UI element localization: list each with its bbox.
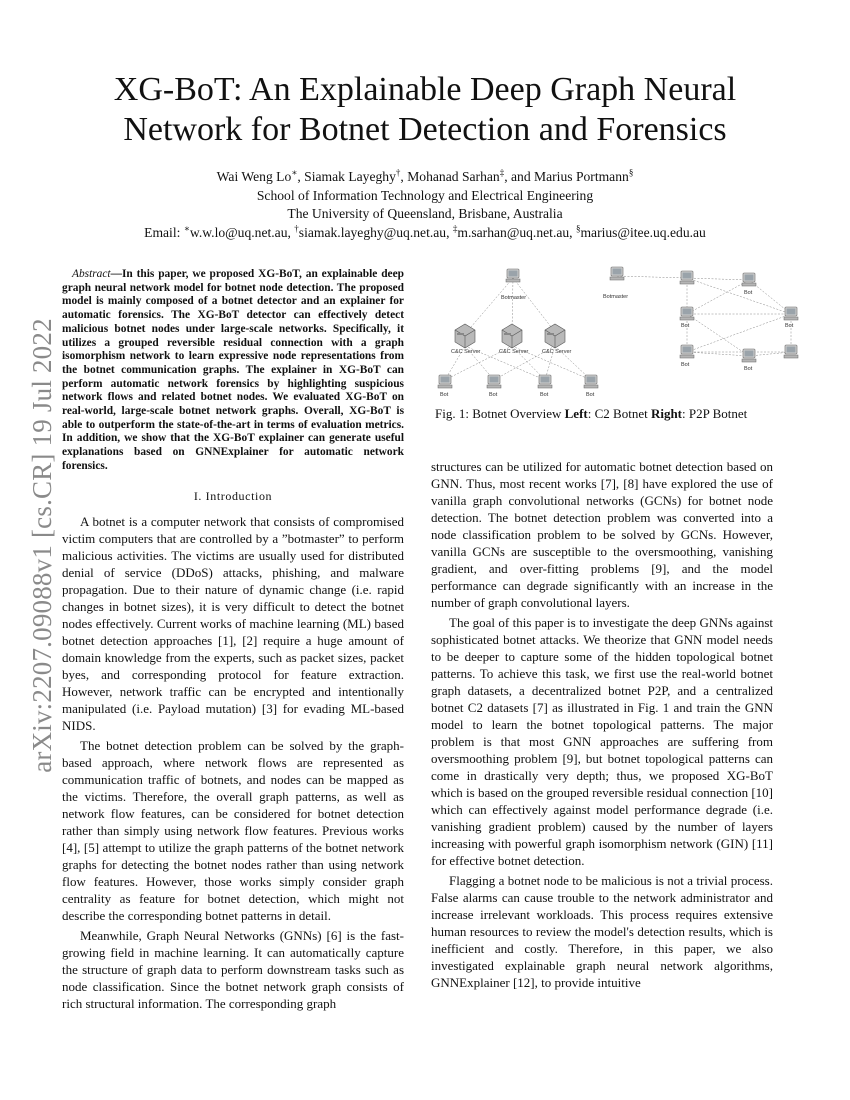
- author-2: Siamak Layeghy: [304, 169, 396, 184]
- p2p-botmaster-label: Botmaster: [603, 294, 629, 300]
- email-2[interactable]: siamak.layeghy@uq.net.au: [298, 224, 447, 240]
- c2-bot-label-3: Bot: [540, 392, 549, 398]
- arxiv-stamp-text: arXiv:2207.09088v1 [cs.CR] 19 Jul 2022: [26, 317, 57, 773]
- c2-bot-node: [487, 375, 501, 388]
- author-sep-1: ,: [297, 169, 305, 184]
- abstract-text: In this paper, we proposed XG-BoT, an explainable deep graph neural network model for botnet node detection. The proposed model is mainly composed of a botnet detector and an explainer for automatic forensics. The XG-BoT detector can effectively detect malicious botnet nodes under large-scale networks. Specifically, it utilizes a grouped reversible residual connection with a graph isomorphism network to learn expressive node representations from the botnet communication graphs. The explainer in XG-BoT can perform automatic network forensics by highlighting suspicious network flows and related botnet nodes. We evaluated XG-BoT on real-world, large-scale botnet network graphs. Overall, XG-BoT is able to outperform the state-of-the-art in terms of evaluation metrics. In addition, we show that the XG-BoT explainer can generate useful explanations based on GNNExplainer for automatic network forensics.: [62, 268, 404, 472]
- author-4: Marius Portmann: [534, 169, 629, 184]
- c2-server-node: [455, 324, 475, 348]
- right-paragraph-1: structures can be utilized for automatic botnet detection based on GNN. Thus, most recent works [7], [8] have explored the use of vanilla graph convolutional networks (GCNs) for botnet node detection. The botnet detection problem was converted into a node classification problem to be solved by GCNs. However, vanilla GCNs are susceptible to the oversmoothing, vanishing gradient, and over-fitting problems [9], and the model performance can degrade significantly with an increase in the number of graph convolutional layers.: [431, 459, 773, 610]
- p2p-bot-node: [784, 307, 798, 320]
- author-3: Mohanad Sarhan: [407, 169, 500, 184]
- author-names: [80, 168, 770, 187]
- author-block: [80, 168, 770, 242]
- email-label: Email:: [144, 224, 184, 240]
- c2-botmaster-label: Botmaster: [501, 295, 527, 301]
- p2p-bot-node: [784, 345, 798, 358]
- author-1: Wai Weng Lo: [216, 169, 292, 184]
- abstract: [62, 268, 404, 474]
- email-sep-1: ,: [287, 224, 295, 240]
- email-line: [80, 224, 770, 243]
- title-line-2: Network for Botnet Detection and Forensics: [123, 111, 727, 148]
- author-4-mark: §: [628, 167, 634, 178]
- c2-server-node: [502, 324, 522, 348]
- intro-paragraph-1: A botnet is a computer network that consists of compromised victim computers that are controlled by a ”botmaster” to perform malicious activities. The victims are usually used for distributed denial of service (DDoS) attacks, phishing, and malware propagation. Due to their nature of dynamic change (i.e. rapid changes in botnet sizes), it is very difficult to detect the botnet nodes effectively. Current works of machine learning (ML) based botnet detection approaches [1], [2] require a huge amount of domain knowledge from the experts, such as packet sizes, packet byes, and corresponding protocol for feature extraction. However, network traffic can be encrypted and intentionally manipulated (i.e. Payload mutation) [3] for evading ML-based NIDS.: [62, 513, 404, 733]
- c2-server-label-2: C&C Server: [499, 349, 529, 355]
- right-paragraph-3: Flagging a botnet node to be malicious is not a trivial process. False alarms can cause trouble to the network administrator and increase irrelevant workloads. This process requires extensive human resources to review the model's detection results, which is inefficient and costly. Therefore, in this paper, we also investigated explainable graph neural network algorithms, GNNExplainer [12], to provide intuitive: [431, 873, 773, 990]
- figure-1-caption: [435, 406, 747, 422]
- c2-botmaster-node: [506, 269, 520, 282]
- p2p-bot-label-1: Bot: [681, 323, 690, 329]
- p2p-bot-node: [680, 307, 694, 320]
- p2p-bot-node: [680, 345, 694, 358]
- c2-bot-label-2: Bot: [489, 392, 498, 398]
- author-2-mark: †: [395, 167, 401, 178]
- author-sep-2: ,: [400, 169, 408, 184]
- author-3-mark: ‡: [499, 167, 505, 178]
- p2p-bot-node: [742, 273, 756, 286]
- right-paragraph-2: The goal of this paper is to investigate the deep GNNs against sophisticated botnet attacks. We theorize that GNN model needs to be deeper to capture some of the hidden topological botnet patterns. To achieve this task, we first use the real-world botnet graph datasets, a decentralized botnet P2P, and a centralized botnet C2 datasets [7] as illustrated in Fig. 1 and train the GNN model to learn the botnet topological patterns. The major problem is that most GNN approaches are suffering from oversmoothing problem [9], but botnet topological patterns can come in drastically very depth; thus, we proposed XG-BoT which is based on the grouped reversible residual connection [10] which can effectively against model performance degrade (i.e. vanishing gradient problem) caused by the number of layers increasing with powerful graph isomorphism network (GIN) [11] for effective botnet detection.: [431, 615, 773, 868]
- c2-bot-label-4: Bot: [586, 392, 595, 398]
- email-3[interactable]: m.sarhan@uq.net.au: [457, 224, 570, 240]
- c2-bot-node: [584, 375, 598, 388]
- caption-prefix: Fig. 1: Botnet Overview: [435, 406, 565, 421]
- p2p-bot-label-3: Bot: [785, 323, 794, 329]
- c2-bot-node: [438, 375, 452, 388]
- affiliation-line-2: The University of Queensland, Brisbane, Australia: [287, 206, 563, 221]
- title-line-1: XG-BoT: An Explainable Deep Graph Neural: [113, 71, 737, 108]
- author-sep-3: , and: [504, 169, 535, 184]
- p2p-bot-label-2: Bot: [744, 290, 753, 296]
- c2-server-label-3: C&C Server: [542, 349, 572, 355]
- figure-1: [431, 262, 801, 444]
- author-1-mark: ∗: [291, 167, 298, 178]
- caption-mid: : C2 Botnet: [587, 406, 651, 421]
- arxiv-stamp: [20, 280, 64, 810]
- c2-bot-label-1: Bot: [440, 392, 449, 398]
- email-1[interactable]: w.w.lo@uq.net.au: [189, 224, 288, 240]
- left-column: [62, 268, 404, 1015]
- p2p-bot-node: [742, 349, 756, 362]
- p2p-bot-node: [680, 271, 694, 284]
- caption-end: : P2P Botnet: [682, 406, 748, 421]
- p2p-bot-label-5: Bot: [744, 366, 753, 372]
- paper-title: [80, 70, 770, 150]
- email-2-mark: †: [294, 222, 299, 233]
- section-heading-introduction: I. Introduction: [193, 488, 273, 503]
- caption-right: Right: [650, 406, 683, 421]
- email-sep-3: ,: [569, 224, 576, 240]
- c2-bot-node: [538, 375, 552, 388]
- right-column: [431, 458, 773, 994]
- c2-server-node: [545, 324, 565, 348]
- email-4[interactable]: marius@itee.uq.edu.au: [580, 224, 706, 240]
- intro-paragraph-3: Meanwhile, Graph Neural Networks (GNNs) [6] is the fast-growing field in machine learning. It can automatically capture the structure of graph data to perform downstream tasks such as node classification. Since the botnet network graph consists of rich structural information. The corresponding graph: [62, 927, 404, 1011]
- email-4-mark: §: [575, 222, 581, 233]
- abstract-label: Abstract: [72, 268, 111, 280]
- p2p-bot-label-4: Bot: [681, 362, 690, 368]
- affiliation-line-1: School of Information Technology and Electrical Engineering: [256, 187, 594, 203]
- caption-left: Left: [564, 406, 588, 421]
- botnet-overview-diagram: [431, 262, 801, 402]
- email-1-mark: ∗: [183, 222, 190, 233]
- email-sep-2: ,: [446, 224, 453, 240]
- intro-paragraph-2: The botnet detection problem can be solved by the graph-based approach, where network flows are represented as communication traffic of botnets, and nodes can be mapped as the victims. Therefore, the overall graph patterns, as well as network flow features, can be considered for botnet detection rather than simply using network flow features. Previous works [4], [5] attempt to utilize the graph patterns of the botnet network graphs for detecting the botnet nodes rather than using network flow features. However, those works simply consider graph centrality as feature for botnet detection, which might not describe the corresponding botnet patterns in detail.: [62, 737, 404, 923]
- c2-server-label-1: C&C Server: [451, 349, 481, 355]
- p2p-botmaster-node: [610, 267, 624, 280]
- abstract-dash: —: [110, 268, 122, 280]
- email-3-mark: ‡: [452, 222, 458, 233]
- p2p-edges: [617, 276, 791, 356]
